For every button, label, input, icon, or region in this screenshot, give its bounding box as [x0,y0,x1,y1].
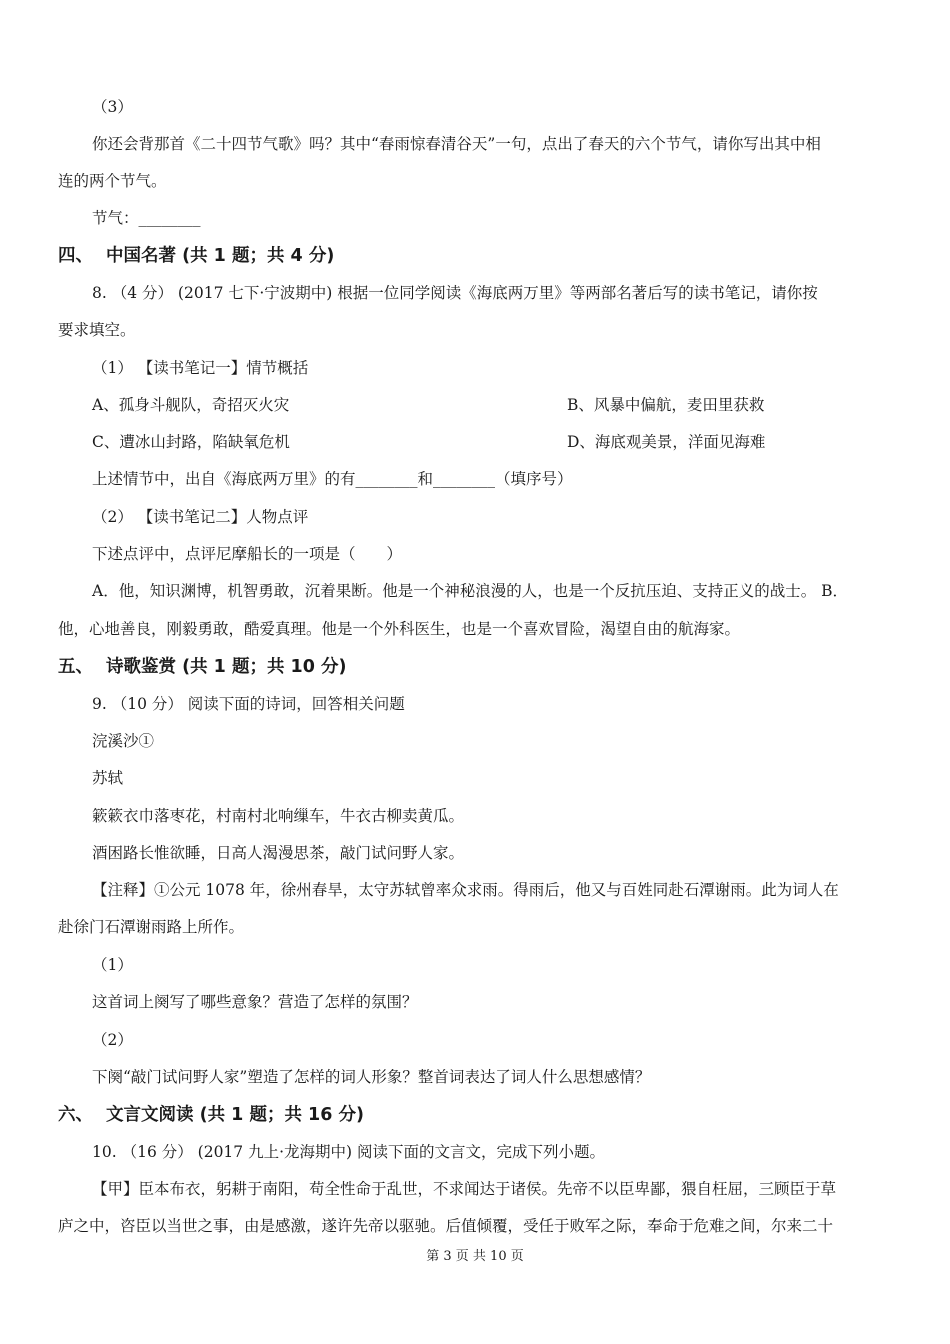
subquestion-2-text: 下阕“敲门试问野人家”塑造了怎样的词人形象？整首词表达了词人什么思想感情？ [92,1068,651,1086]
poem-annotation: 【注释】①公元 1078 年，徐州春旱，太守苏轼曾率众求雨。得雨后，他又与百姓同赴石潭谢雨。此为词人在 [92,881,839,899]
subquestion-number-3: （3） [92,98,133,116]
page-footer: 第 3 页 共 10 页 [426,1249,524,1264]
section-number: 六、 [58,1105,93,1125]
option-c: C、遭冰山封路，陷缺氧危机 [92,433,290,451]
poem-annotation-continued: 赴徐门石潭谢雨路上所作。 [58,918,245,936]
poem-author: 苏轼 [92,769,124,787]
question-text: 你还会背那首《二十四节气歌》吗？其中“春雨惊春清谷天”一句，点出了春天的六个节气，请你写出其中相 [92,135,821,153]
question-text-continued: 连的两个节气。 [58,172,167,190]
section-title: 诗歌鉴赏 (共 1 题；共 10 分) [106,657,347,677]
classical-text-paragraph-continued: 庐之中，咨臣以当世之事，由是感激，遂许先帝以驱驰。后值倾覆，受任于败军之际，奉命于危难之间，尔来二十 [58,1217,834,1235]
question-10-stem: 10. （16 分） (2017 九上·龙海期中) 阅读下面的文言文，完成下列小题。 [92,1143,605,1161]
answer-blank-line: 节气：________ [92,209,201,227]
section-heading-4 [58,244,334,268]
poem-line-1: 簌簌衣巾落枣花，村南村北响缫车，牛衣古柳卖黄瓜。 [92,807,465,825]
choice-options: A．他，知识渊博，机智勇敢，沉着果断。他是一个神秘浪漫的人，也是一个反抗压迫、支持正义的战士。 B． [92,582,849,600]
subquestion-number-2: （2） [92,1031,133,1049]
question-9-stem: 9. （10 分） 阅读下面的诗词，回答相关问题 [92,695,405,713]
section-number: 四、 [58,246,93,266]
subquestion-1-text: 这首词上阕写了哪些意象？营造了怎样的氛围？ [92,993,418,1011]
fill-in-blank-question: 上述情节中，出自《海底两万里》的有________和________（填序号） [92,470,573,488]
poem-title: 浣溪沙① [92,732,155,750]
section-title: 文言文阅读 (共 1 题；共 16 分) [106,1105,364,1125]
option-d: D、海底观美景，洋面见海难 [567,433,766,451]
subquestion-2-title: （2） 【读书笔记二】人物点评 [92,508,309,526]
subquestion-1-title: （1） 【读书笔记一】情节概括 [92,359,309,377]
section-title: 中国名著 (共 1 题；共 4 分) [106,246,335,266]
section-number: 五、 [58,657,93,677]
question-8-stem: 8. （4 分） (2017 七下·宁波期中) 根据一位同学阅读《海底两万里》等两部名著后写的读书笔记，请你按 [92,284,818,302]
option-b: B、风暴中偏航，麦田里获救 [567,396,765,414]
option-a: A、孤身斗舰队，奇招灭火灾 [92,396,290,414]
poem-line-2: 酒困路长惟欲睡，日高人渴漫思茶，敲门试问野人家。 [92,844,465,862]
section-heading-6 [58,1103,364,1127]
choice-options-continued: 他，心地善良，刚毅勇敢，酷爱真理。他是一个外科医生，也是一个喜欢冒险，渴望自由的航海家。 [58,620,741,638]
section-heading-5 [58,655,347,679]
classical-text-paragraph: 【甲】臣本布衣，躬耕于南阳，苟全性命于乱世，不求闻达于诸侯。先帝不以臣卑鄙，猥自枉屈，三顾臣于草 [92,1180,837,1198]
choice-question-stem: 下述点评中，点评尼摩船长的一项是（ ） [92,545,403,563]
question-8-stem-continued: 要求填空。 [58,321,136,339]
subquestion-number-1: （1） [92,956,133,974]
